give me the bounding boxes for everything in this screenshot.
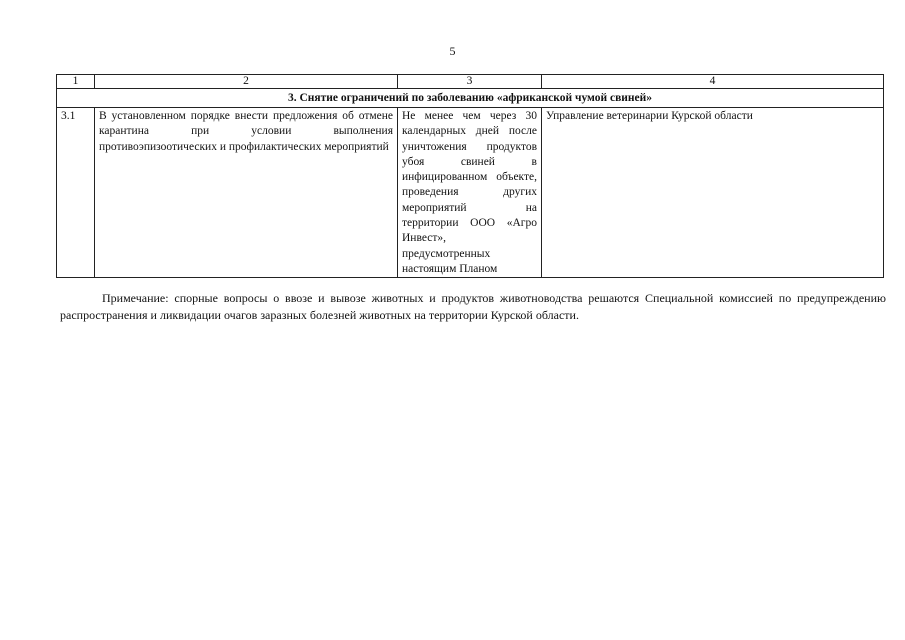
column-header-2: 2 (95, 75, 398, 89)
table-header-row (57, 75, 884, 89)
footnote: Примечание: спорные вопросы о ввозе и вывозе животных и продуктов животноводства решаются Специальной комиссией по предупреждению распространения и ликвидации очагов заразных болезней животных на территории Курской области. (60, 291, 886, 322)
column-header-4: 4 (542, 75, 884, 89)
row-responsible: Управление ветеринарии Курской области (542, 108, 884, 278)
section-row (57, 89, 884, 108)
row-deadline: Не менее чем через 30 календарных дней после уничтожения продуктов убоя свиней в инфицированном объекте, проведения других мероприятий на территории ООО «Агро Инвест», предусмотренных настоящим Планом (398, 108, 542, 278)
measures-table (56, 74, 884, 278)
page-number: 5 (449, 44, 456, 58)
column-header-1: 1 (57, 75, 95, 89)
section-title: 3. Снятие ограничений по заболеванию «африканской чумой свиней» (57, 89, 884, 108)
column-header-3: 3 (398, 75, 542, 89)
row-action: В установленном порядке внести предложения об отмене карантина при условии выполнения противоэпизоотических и профилактических мероприятий (95, 108, 398, 278)
row-number: 3.1 (57, 108, 95, 278)
table-row (57, 108, 884, 278)
